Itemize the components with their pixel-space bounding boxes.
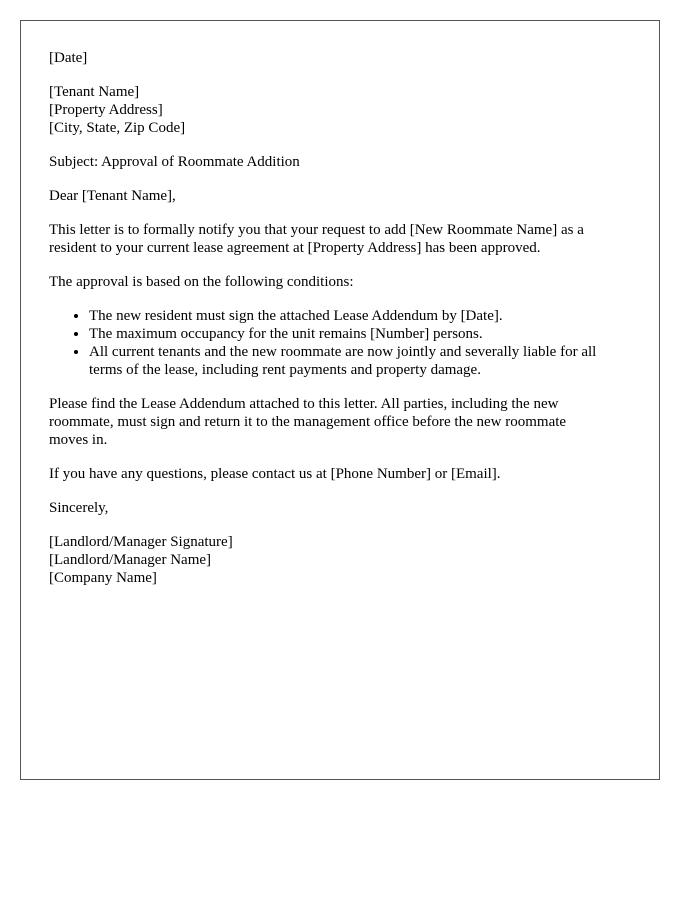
recipient-name: [Tenant Name] (49, 84, 140, 100)
letter-date (49, 49, 639, 67)
conditions-intro (49, 273, 639, 291)
recipient-city-state-zip: [City, State, Zip Code] (49, 120, 186, 136)
company-name: [Company Name] (49, 570, 157, 586)
addendum-line: moves in. (49, 432, 108, 448)
letter-page (20, 20, 660, 780)
salutation-text: Dear [Tenant Name], (49, 188, 176, 204)
addendum-line: Please find the Lease Addendum attached to this letter. All parties, including the new (49, 396, 559, 412)
closing-text: Sincerely, (49, 500, 109, 516)
subject-line (49, 153, 639, 171)
contact-paragraph (49, 465, 639, 483)
subject-text: Subject: Approval of Roommate Addition (49, 154, 300, 170)
signature-line: [Landlord/Manager Signature] (49, 534, 233, 550)
contact-text: If you have any questions, please contact us at [Phone Number] or [Email]. (49, 466, 501, 482)
recipient-address: [Property Address] (49, 102, 163, 118)
recipient-block (49, 83, 639, 137)
signer-name: [Landlord/Manager Name] (49, 552, 212, 568)
condition-line: • All current tenants and the new roommate are now jointly and severally liable for all (89, 344, 597, 360)
intro-paragraph (49, 221, 639, 257)
conditions-list (49, 307, 639, 379)
addendum-line: roommate, must sign and return it to the management office before the new roommate (49, 414, 567, 430)
condition-item (89, 307, 639, 325)
conditions-intro-text: The approval is based on the following conditions: (49, 274, 354, 290)
date-text: [Date] (49, 50, 88, 66)
signature-block (49, 533, 639, 587)
salutation (49, 187, 639, 205)
condition-line: terms of the lease, including rent payments and property damage. (89, 362, 481, 378)
condition-item (89, 343, 639, 379)
closing (49, 499, 639, 517)
intro-line: resident to your current lease agreement at [Property Address] has been approved. (49, 240, 541, 256)
intro-line: This letter is to formally notify you that your request to add [New Roommate Name] as a (49, 222, 584, 238)
letter-body (49, 49, 639, 587)
condition-line: • The maximum occupancy for the unit remains [Number] persons. (89, 326, 483, 342)
addendum-paragraph (49, 395, 639, 449)
condition-line: • The new resident must sign the attached Lease Addendum by [Date]. (89, 308, 503, 324)
condition-item (89, 325, 639, 343)
